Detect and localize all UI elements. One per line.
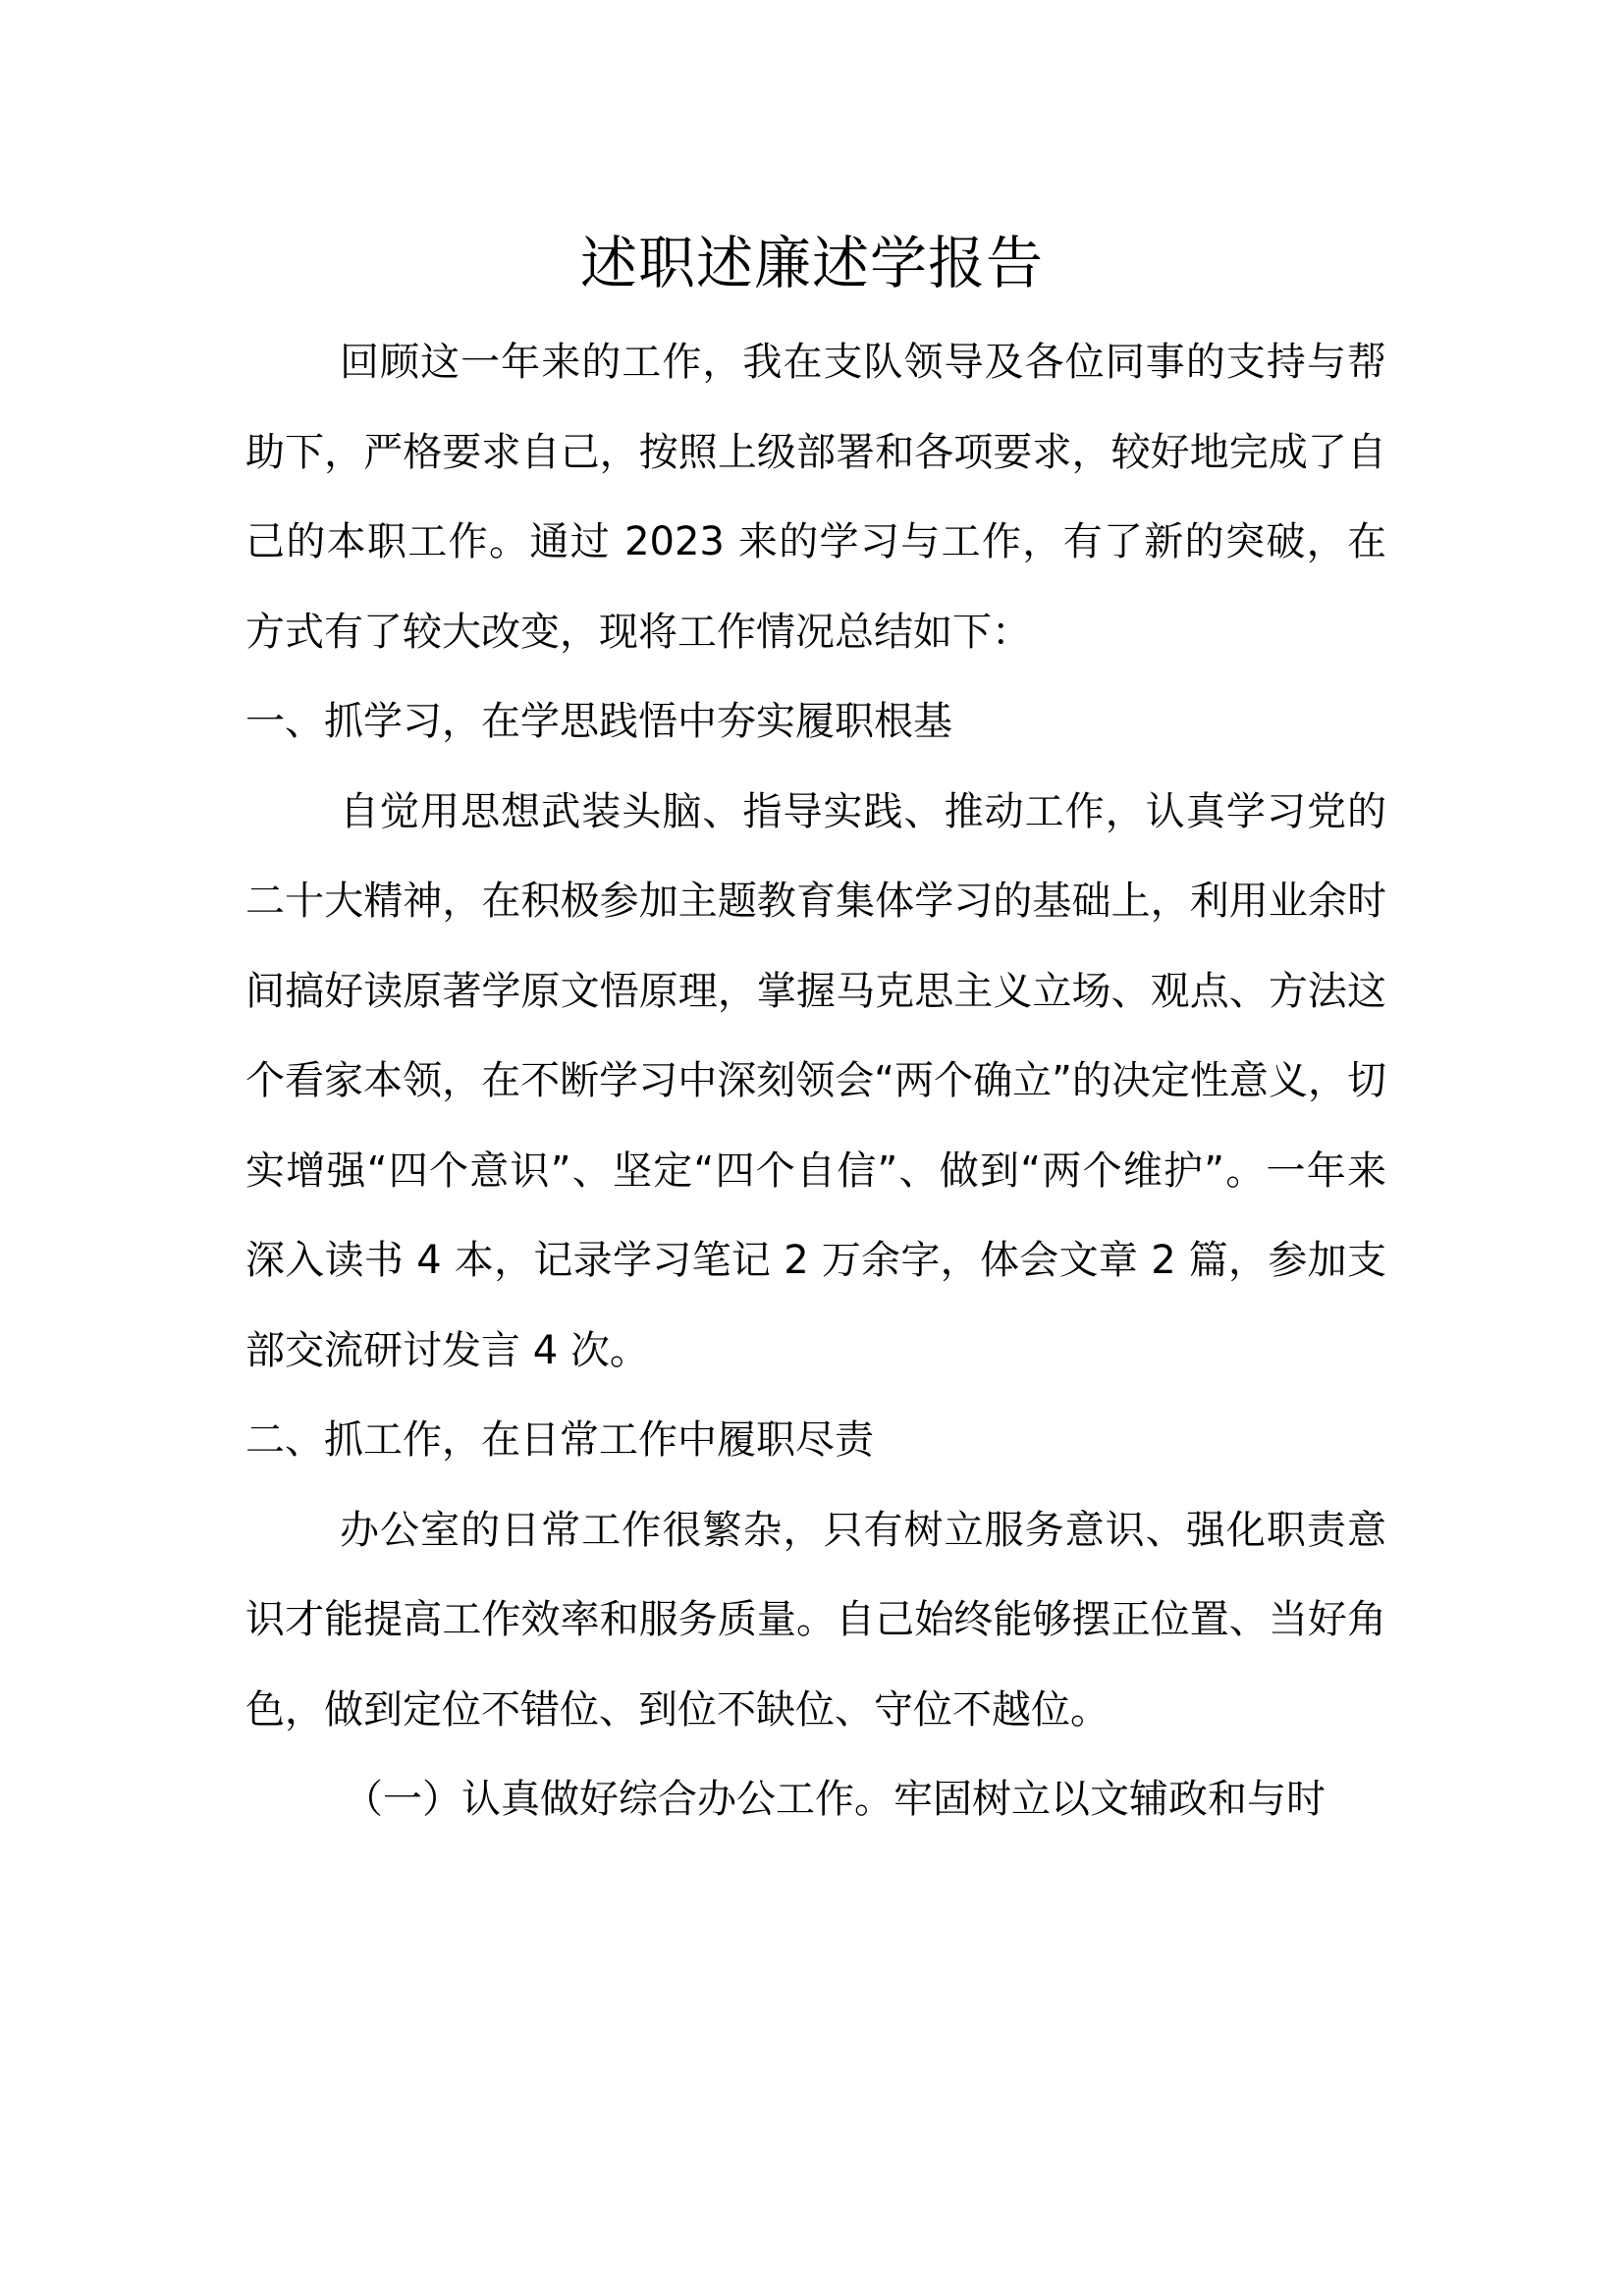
subsection-paragraph-1: （一）认真做好综合办公工作。牢固树立以文辅政和与时 bbox=[344, 1777, 1326, 1822]
section-heading-1: 一、抓学习，在学思践悟中夯实履职根基 bbox=[245, 699, 952, 744]
document-title: 述职述廉述学报告 bbox=[579, 230, 1044, 296]
section-heading-2: 二、抓工作，在日常工作中履职尽责 bbox=[245, 1417, 874, 1463]
document-body bbox=[245, 318, 1386, 1845]
work-paragraph: 办公室的日常工作很繁杂，只有树立服务意识、强化职责意识才能提高工作效率和服务质量。自己始终能够摆正位置、当好角色，做到定位不错位、到位不缺位、守位不越位。 bbox=[245, 1507, 1386, 1733]
study-paragraph: 自觉用思想武装头脑、指导实践、推动工作，认真学习党的二十大精神，在积极参加主题教育集体学习的基础上，利用业余时间搞好读原著学原文悟原理，掌握马克思主义立场、观点、方法这个看家本领，在不断学习中深刻领会“两个确立”的决定性意义，切实增强“四个意识”、坚定“四个自信”、做到“两个维护”。一年来深入读书 4 本，记录学习笔记 2 万余字，体会文章 2 篇，参加支部交流研讨发言 4 次。 bbox=[245, 788, 1386, 1373]
intro-paragraph: 回顾这一年来的工作，我在支队领导及各位同事的支持与帮助下，严格要求自己，按照上级部署和各项要求，较好地完成了自己的本职工作。通过 2023 来的学习与工作，有了新的突破，在方式有了较大改变，现将工作情况总结如下： bbox=[245, 340, 1386, 655]
